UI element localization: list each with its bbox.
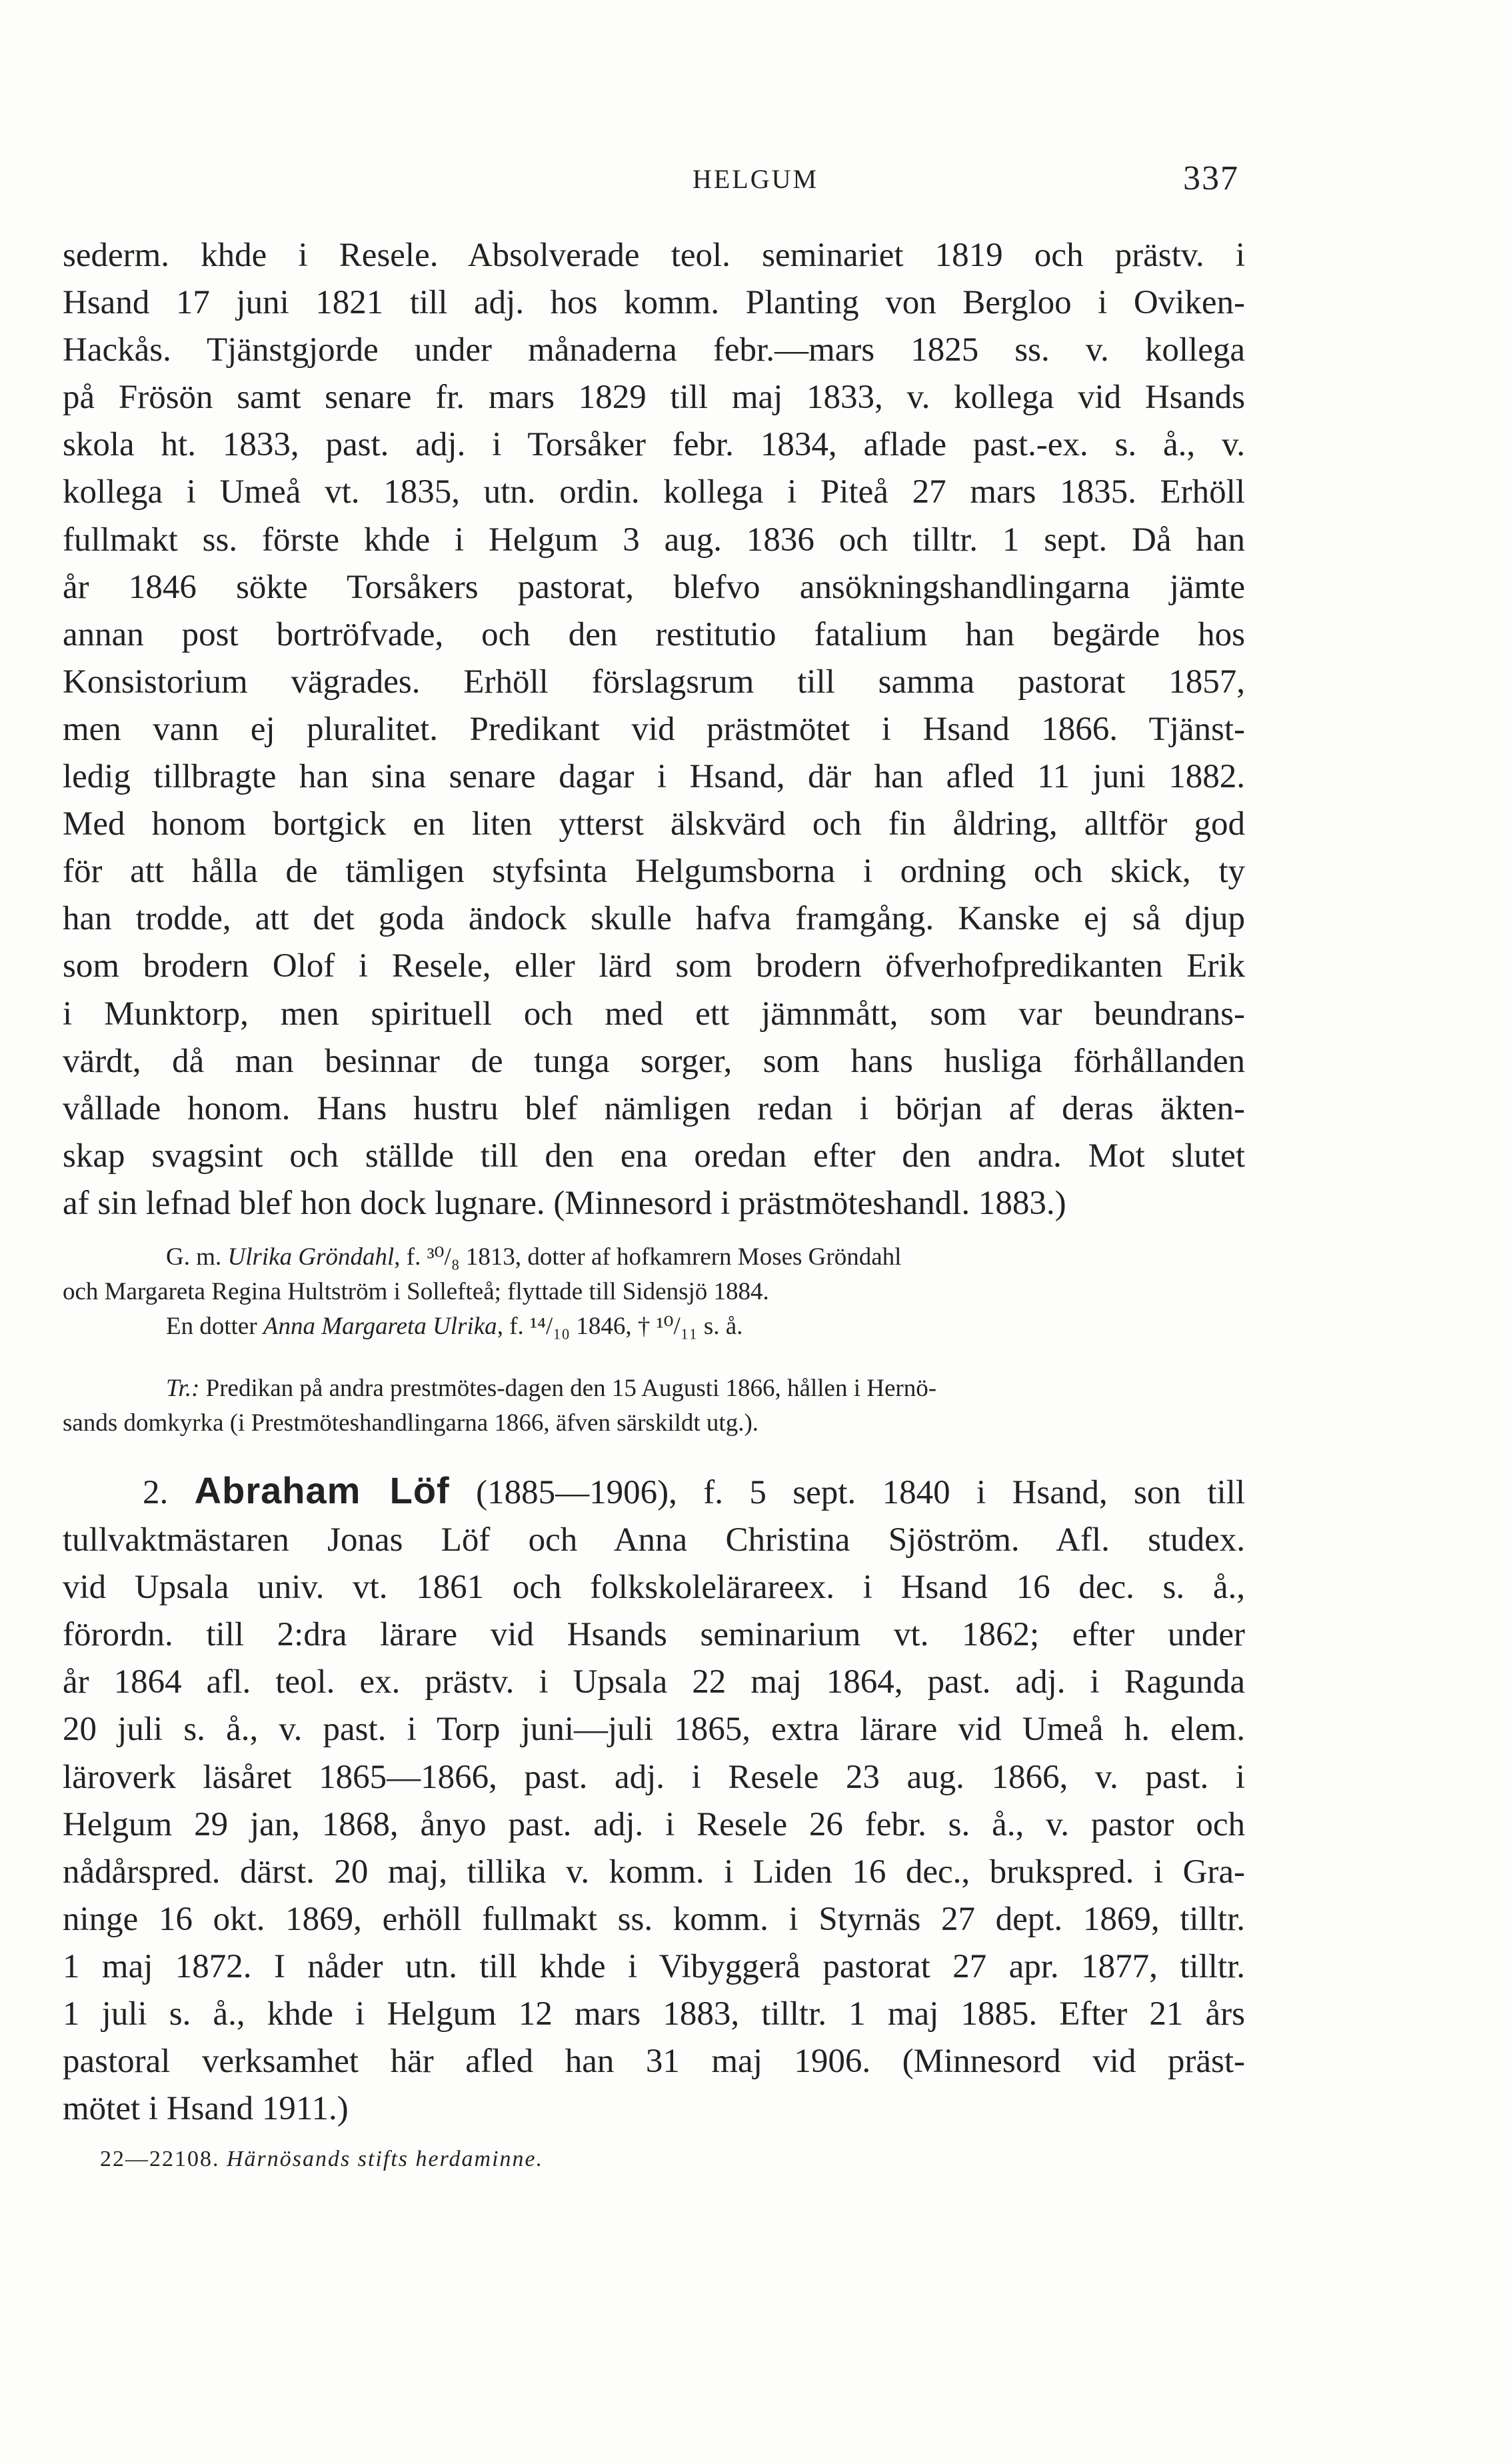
text-line: värdt, då man besinnar de tunga sorger, som hans husliga förhållanden	[63, 1042, 1245, 1080]
note-text: G. m.	[166, 1243, 228, 1271]
text-line: för att hålla de tämligen styfsinta Helgumsborna i ordning och skick, ty	[63, 853, 1245, 891]
entry-number: 2.	[143, 1474, 169, 1511]
note-text: Predikan på andra prestmötes-dagen den 15 Augusti 1866, hållen i Hernö-	[199, 1375, 937, 1402]
text-line: Med honom bortgick en liten ytterst älskvärd och fin åldring, alltför god	[63, 805, 1245, 843]
print-note-label: Tr.:	[166, 1375, 200, 1402]
print-note-line-1	[63, 1371, 1245, 1406]
text-line: han trodde, att det goda ändock skulle hafva framgång. Kanske ej så djup	[63, 900, 1245, 938]
spouse-name: Ulrika Gröndahl	[227, 1243, 395, 1271]
text-line: sederm. khde i Resele. Absolverade teol. seminariet 1819 och prästv. i	[63, 237, 1245, 274]
text-line: nådårspred. därst. 20 maj, tillika v. komm. i Liden 16 dec., brukspred. i Gra-	[63, 1853, 1245, 1891]
family-note	[63, 1240, 1245, 1344]
text-line: vållade honom. Hans hustru blef nämligen redan i början af deras äkten-	[63, 1089, 1245, 1127]
entry-name: Abraham Löf	[194, 1469, 450, 1511]
text-line: af sin lefnad blef hon dock lugnare. (Minnesord i prästmöteshandl. 1883.)	[63, 1184, 1066, 1222]
book-title: Härnösands stifts herdaminne.	[227, 2147, 544, 2171]
note-text: , f. ¹⁴/₁₀ 1846, † ¹⁰/₁₁ s. å.	[497, 1313, 743, 1340]
text-line: 1 maj 1872. I nåder utn. till khde i Vibyggerå pastorat 27 apr. 1877, tilltr.	[63, 1947, 1245, 1985]
print-note-line-2: sands domkyrka (i Prestmöteshandlingarna 1866, äfven särskildt utg.).	[63, 1409, 759, 1437]
text-line: år 1846 sökte Torsåkers pastorat, blefvo ansökningshandlingarna jämte	[63, 568, 1245, 606]
text-line: Hsand 17 juni 1821 till adj. hos komm. Planting von Bergloo i Oviken-	[63, 284, 1245, 322]
text-line: år 1864 afl. teol. ex. prästv. i Upsala 22 maj 1864, past. adj. i Ragunda	[63, 1663, 1245, 1701]
sheet-mark: 22—22108.	[100, 2147, 220, 2171]
signature-footer	[100, 2147, 543, 2172]
text-line: som brodern Olof i Resele, eller lärd som brodern öfverhofpredikanten Erik	[63, 947, 1245, 985]
entry-heading-line	[63, 1467, 1245, 1517]
text-line: Helgum 29 jan, 1868, ånyo past. adj. i Resele 26 febr. s. å., v. pastor och	[63, 1805, 1245, 1843]
running-head: HELGUM	[692, 164, 819, 194]
text-line: mötet i Hsand 1911.)	[63, 2090, 349, 2128]
text-line: 1 juli s. å., khde i Helgum 12 mars 1883, tilltr. 1 maj 1885. Efter 21 års	[63, 1995, 1245, 2033]
text-line: pastoral verksamhet här afled han 31 maj 1906. (Minnesord vid präst-	[63, 2043, 1245, 2081]
text-line: i Munktorp, men spirituell och med ett jämnmått, som var beundrans-	[63, 995, 1245, 1033]
family-note-line-1	[63, 1240, 1245, 1275]
text-line: 20 juli s. å., v. past. i Torp juni—juli 1865, extra lärare vid Umeå h. elem.	[63, 1711, 1245, 1749]
family-note-line-3	[63, 1309, 1245, 1344]
text-line: på Frösön samt senare fr. mars 1829 till maj 1833, v. kollega vid Hsands	[63, 379, 1245, 417]
text-line: men vann ej pluralitet. Predikant vid prästmötet i Hsand 1866. Tjänst-	[63, 710, 1245, 748]
text-line: kollega i Umeå vt. 1835, utn. ordin. kollega i Piteå 27 mars 1835. Erhöll	[63, 473, 1245, 511]
page-number: 337	[1183, 159, 1239, 197]
text-line: annan post bortröfvade, och den restitutio fatalium han begärde hos	[63, 615, 1245, 653]
text-line: skap svagsint och ställde till den ena oredan efter den andra. Mot slutet	[63, 1137, 1245, 1175]
text-line: Hackås. Tjänstgjorde under månaderna febr.—mars 1825 ss. v. kollega	[63, 331, 1245, 369]
text-line: förordn. till 2:dra lärare vid Hsands seminarium vt. 1862; efter under	[63, 1616, 1245, 1654]
note-text: , f. ³⁰/₈ 1813, dotter af hofkamrern Moses Gröndahl	[394, 1243, 902, 1271]
text-line: Konsistorium vägrades. Erhöll förslagsrum till samma pastorat 1857,	[63, 663, 1245, 701]
biography-paragraph-2	[63, 1467, 1245, 2133]
text-line: ledig tillbragte han sina senare dagar i Hsand, där han afled 11 juni 1882.	[63, 758, 1245, 796]
daughter-name: Anna Margareta Ulrika	[263, 1313, 497, 1340]
text-line: skola ht. 1833, past. adj. i Torsåker febr. 1834, aflade past.-ex. s. å., v.	[63, 426, 1245, 464]
text-line: ninge 16 okt. 1869, erhöll fullmakt ss. komm. i Styrnäs 27 dept. 1869, tilltr.	[63, 1900, 1245, 1938]
print-note	[63, 1371, 1245, 1441]
entry-text: (1885—1906), f. 5 sept. 1840 i Hsand, son till	[449, 1474, 1245, 1511]
family-note-line-2: och Margareta Regina Hultström i Sollefteå; flyttade till Sidensjö 1884.	[63, 1278, 769, 1305]
text-line: fullmakt ss. förste khde i Helgum 3 aug. 1836 och tilltr. 1 sept. Då han	[63, 521, 1245, 559]
text-line: läroverk läsåret 1865—1866, past. adj. i Resele 23 aug. 1866, v. past. i	[63, 1758, 1245, 1796]
note-text: En dotter	[166, 1313, 263, 1340]
biography-paragraph-1	[63, 232, 1245, 1227]
text-line: tullvaktmästaren Jonas Löf och Anna Christina Sjöström. Afl. studex.	[63, 1521, 1245, 1559]
text-line: vid Upsala univ. vt. 1861 och folkskolelärareex. i Hsand 16 dec. s. å.,	[63, 1569, 1245, 1607]
